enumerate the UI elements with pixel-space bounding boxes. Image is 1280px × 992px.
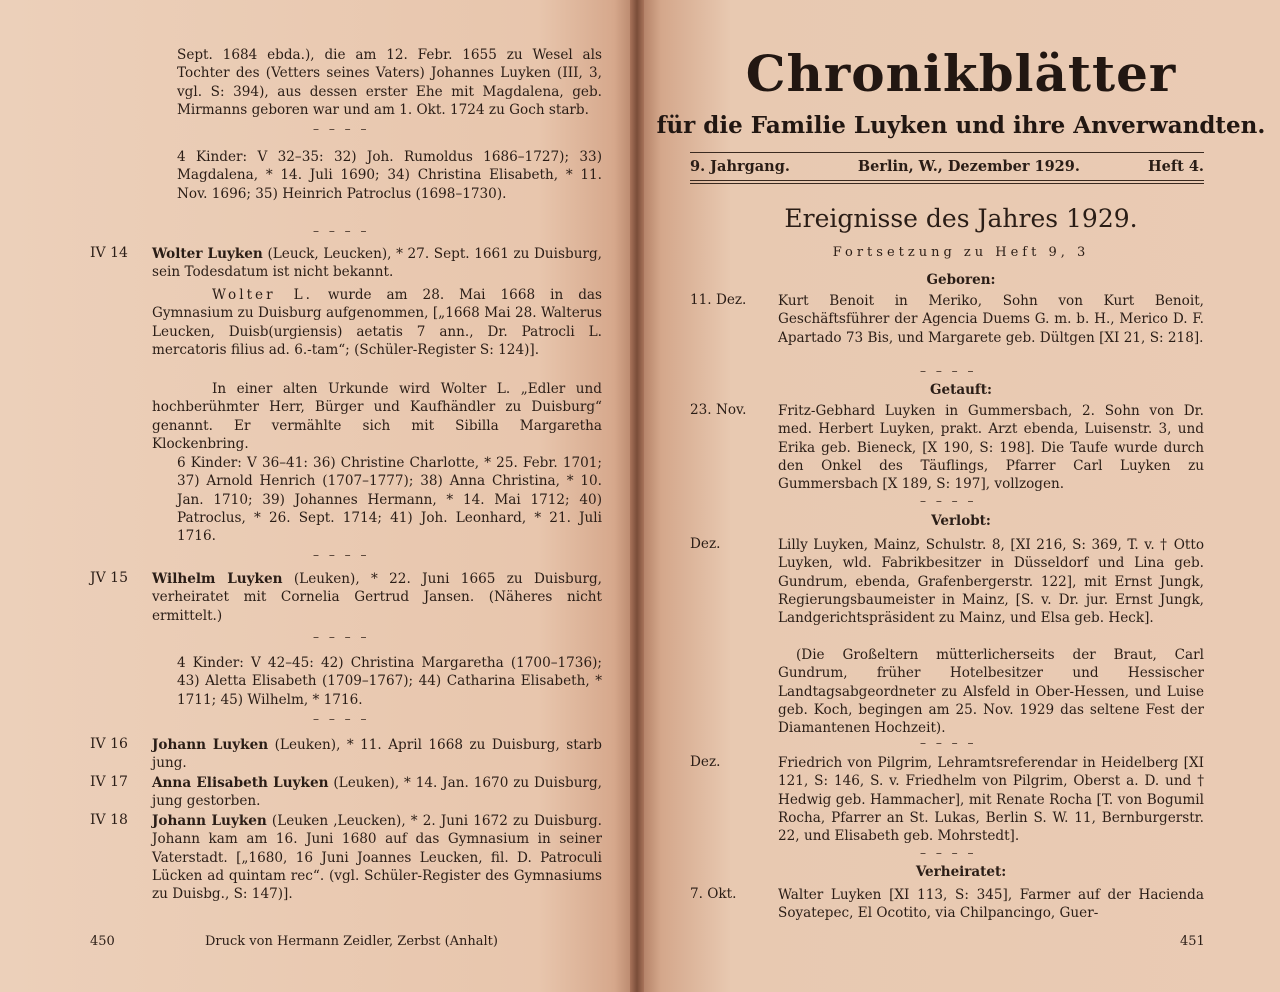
entry-iv16 <box>152 736 602 773</box>
rule-top <box>690 152 1204 153</box>
entry-iv18 <box>152 812 602 903</box>
section-title: Ereignisse des Jahres 1929. <box>784 204 1138 233</box>
separator: – – – – <box>313 224 370 238</box>
event-getauft: Fritz-Gebhard Luyken in Gummersbach, 2. Sohn von Dr. med. Herbert Luyken, prakt. Arzt ebenda, Luisenstr. 3, und Erika geb. Bieneck, [X 190, S: 198]. Die Taufe wurde durch den Onkel des Täuflings, Pfarrer Carl Luyken zu Gummersbach [X 189, S: 197], vollzogen. <box>778 403 1204 493</box>
entry-iv14-para-2: In einer alten Urkunde wird Wolter L. „Edler und hochberühmter Herr, Bürger und Kaufhändler zu Duisburg“ genannt. Er vermählte sich mit Sibilla Margaretha Klockenbring. <box>152 381 602 452</box>
kinder-list-1: 4 Kinder: V 32–35: 32) Joh. Rumoldus 1686–1727); 33) Magdalena, * 14. Juli 1690; 34) Christina Elisabeth, * 11. Nov. 1696; 35) Heinrich Patroclus (1698–1730). <box>177 149 602 202</box>
issue-place-date: Berlin, W., Dezember 1929. <box>857 158 1080 175</box>
entry-text: (Leuken ,Leucken), * 2. Juni 1672 zu Duisburg. Johann kam am 16. Juni 1680 auf das Gymnasium in seiner Vaterstadt. [„1680, 16 Juni Joannes Leucken, fil. D. Patroculi Lücken ad quintam rec“. (vgl. Schüler-Register des Gymnasiums zu Duisbg., S: 147)]. <box>152 813 602 903</box>
separator: – – – – <box>313 630 370 644</box>
category-verheiratet: Verheiratet: <box>915 864 1007 880</box>
entry-name: Johann Luyken <box>152 737 269 753</box>
entry-name: Wolter Luyken <box>152 246 263 262</box>
entry-text: (Leuken), * 22. Juni 1665 zu Duisburg, verheiratet mit Cornelia Gertrud Jansen. (Näheres nicht ermittelt.) <box>152 571 602 624</box>
entry-number-iv18: IV 18 <box>90 812 128 828</box>
masthead-title: Chronikblätter <box>745 44 1177 103</box>
entry-name: Johann Luyken <box>152 813 267 829</box>
section-subtitle: Fortsetzung zu Heft 9, 3 <box>832 245 1090 260</box>
entry-text: (Leuken), * 14. Jan. 1670 zu Duisburg, jung gestorben. <box>152 775 602 810</box>
entry-number-iv17: IV 17 <box>90 774 128 790</box>
book-gutter <box>630 0 644 992</box>
separator: – – – – <box>920 494 977 508</box>
issue-heft: Heft 4. <box>1147 158 1204 175</box>
event-verlobt-2: Friedrich von Pilgrim, Lehramtsreferendar in Heidelberg [XI 121, S: 146, S. v. Friedhelm von Pilgrim, Oberst a. D. und † Hedwig geb. Hammacher], mit Renate Rocha [T. von Bogumil Rocha, Pfarrer an St. Lukas, Berlin S. W. 11, Bernburgerstr. 22, und Elisabeth geb. Mohrstedt]. <box>778 755 1204 845</box>
kinder-list-3: 4 Kinder: V 42–45: 42) Christina Margaretha (1700–1736); 43) Aletta Elisabeth (1709–1767); 44) Catharina Elisabeth, * 1711; 45) Wilhelm, * 1716. <box>177 655 602 708</box>
printer-imprint: Druck von Hermann Zeidler, Zerbst (Anhalt) <box>205 934 498 949</box>
entry-iv15 <box>152 570 602 625</box>
event-date: 11. Dez. <box>690 292 747 308</box>
rule-bottom-double <box>690 183 1204 184</box>
entry-text: (Leuck, Leucken), * 27. Sept. 1661 zu Duisburg, sein Todesdatum ist nicht bekannt. <box>152 246 602 281</box>
separator: – – – – <box>313 548 370 562</box>
entry-iv14-para-1 <box>152 286 602 359</box>
para-text: wurde am 28. Mai 1668 in das Gymnasium zu Duisburg aufgenommen, [„1668 Mai 28. Walterus Leucken, Duisb(urgiensis) aetatis 7 ann., Dr. Patrocli L. mercatoris filius ad. 6.-tam“; (Schüler-Register S: 124)]. <box>152 287 602 358</box>
entry-text: (Leuken), * 11. April 1668 zu Duisburg, starb jung. <box>152 737 603 772</box>
rule-bottom <box>690 180 1204 181</box>
event-geboren: Kurt Benoit in Meriko, Sohn von Kurt Benoit, Geschäftsführer der Agencia Duems G. m. b. H., Merico D. F. Apartado 73 Bis, und Margarete geb. Dültgen [XI 21, S: 218]. <box>778 293 1204 346</box>
event-verlobt-1-note: (Die Großeltern mütterlicherseits der Braut, Carl Gundrum, früher Hotelbesitzer und Hessischer Landtagsabgeordneter zu Alsfeld in Ober-Hessen, und Luise geb. Koch, begingen am 25. Nov. 1929 das seltene Fest der Diamantenen Hochzeit). <box>778 647 1204 737</box>
event-verheiratet: Walter Luyken [XI 113, S: 345], Farmer auf der Hacienda Soyatepec, El Ocotito, via Chilpancingo, Guer- <box>778 887 1204 922</box>
separator: – – – – <box>920 736 977 750</box>
intro-paragraph: Sept. 1684 ebda.), die am 12. Febr. 1655 zu Wesel als Tochter des (Vetters seines Vaters) Johannes Luyken (III, 3, vgl. S: 394), aus dessen erster Ehe mit Magdalena, geb. Mirmanns geboren war und am 1. Okt. 1724 zu Goch starb. <box>177 47 602 118</box>
page-number-right: 451 <box>1180 934 1205 949</box>
entry-iv17 <box>152 774 602 811</box>
entry-number-iv14: IV 14 <box>90 245 128 261</box>
event-date: 23. Nov. <box>690 402 747 418</box>
page-number-left: 450 <box>90 934 115 949</box>
issue-year: 9. Jahrgang. <box>690 158 790 175</box>
separator: – – – – <box>313 712 370 726</box>
kinder-list-2: 6 Kinder: V 36–41: 36) Christine Charlotte, * 25. Febr. 1701; 37) Arnold Henrich (1707–1777); 38) Anna Christina, * 10. Jan. 1710; 39) Johannes Hermann, * 14. Mai 1712; 40) Patroclus, * 26. Sept. 1714; 41) Joh. Leonhard, * 21. Juli 1716. <box>177 455 602 545</box>
spaced-name: Wolter L. <box>212 287 313 303</box>
category-geboren: Geboren: <box>926 272 996 288</box>
issue-line <box>690 158 1204 175</box>
category-getauft: Getauft: <box>930 382 992 398</box>
event-date: 7. Okt. <box>690 886 737 902</box>
entry-iv14 <box>152 245 602 282</box>
event-verlobt-1: Lilly Luyken, Mainz, Schulstr. 8, [XI 216, S: 369, T. v. † Otto Luyken, wld. Fabrikbesitzer in Düsseldorf und Lina geb. Gundrum, ebenda, Grafenbergerstr. 122], mit Ernst Jungk, Regierungsbaumeister in Mainz, [S. v. Dr. jur. Ernst Jungk, Landgerichtspräsident zu Mainz, und Elsa geb. Heck]. <box>778 537 1204 627</box>
event-date: Dez. <box>690 754 721 770</box>
separator: – – – – <box>920 846 977 860</box>
category-verlobt: Verlobt: <box>931 513 991 529</box>
entry-number-iv15: JV 15 <box>90 570 128 586</box>
separator: – – – – <box>313 122 370 136</box>
entry-name: Anna Elisabeth Luyken <box>152 775 329 791</box>
separator: – – – – <box>920 364 977 378</box>
entry-number-iv16: IV 16 <box>90 736 128 752</box>
event-date: Dez. <box>690 536 721 552</box>
entry-name: Wilhelm Luyken <box>152 571 283 587</box>
masthead-subtitle: für die Familie Luyken und ihre Anverwandten. <box>656 112 1266 139</box>
